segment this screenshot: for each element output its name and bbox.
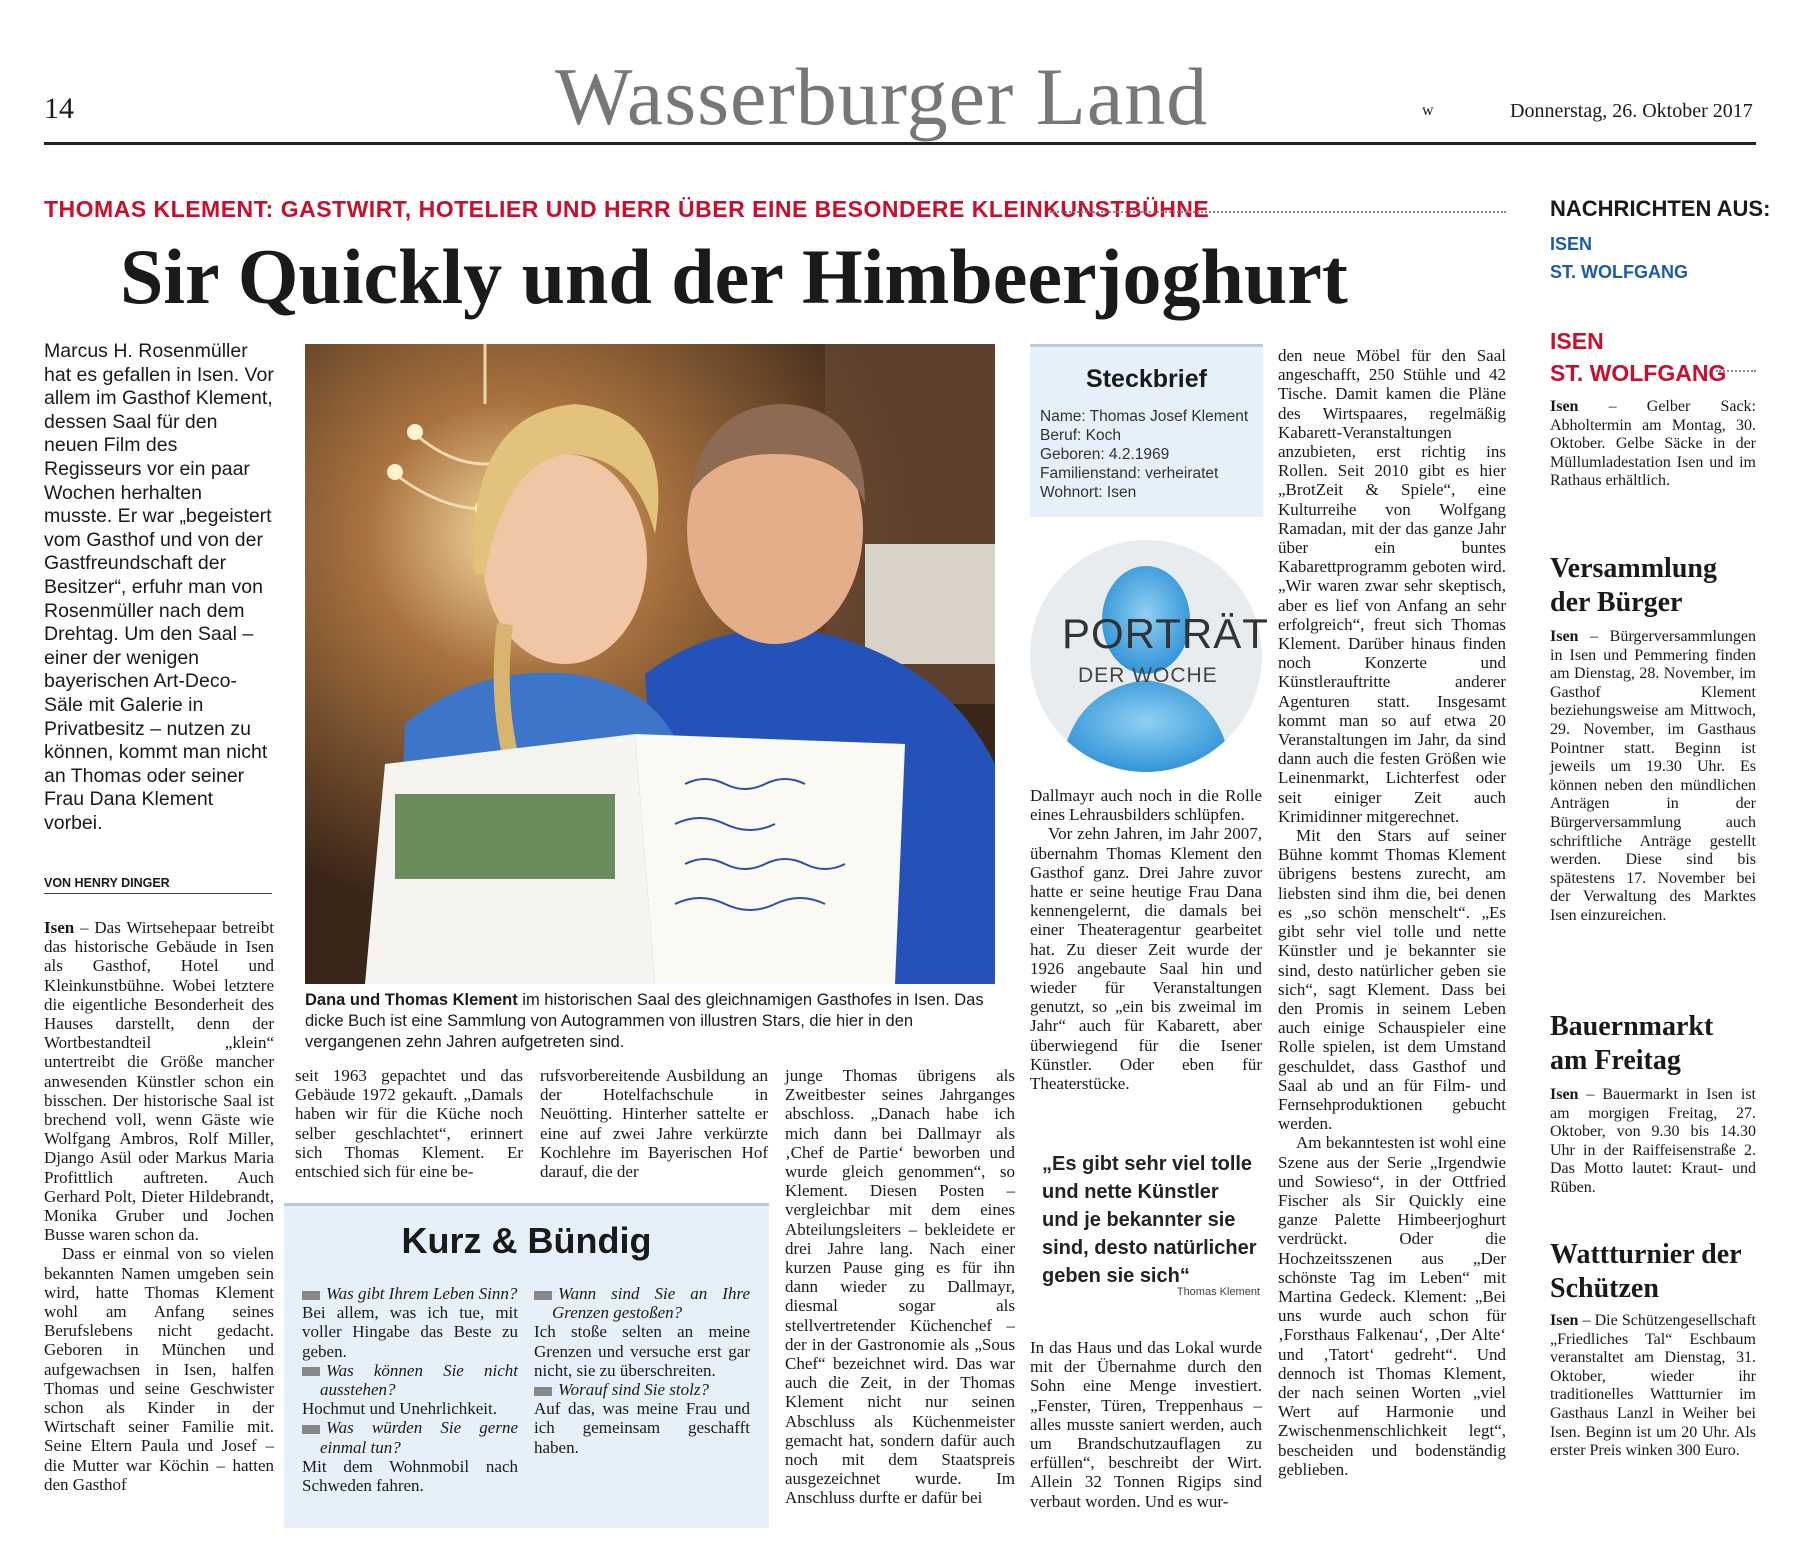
sidebar-item-title: Versammlung der Bürger [1550,553,1717,618]
steckbrief-line: Familienstand: verheiratet [1040,465,1219,482]
kicker-divider [1050,211,1506,213]
dateline: Isen [1550,398,1579,415]
photo-klement-couple [305,344,995,984]
kurz-question: Worauf sind Sie stolz? [534,1380,750,1399]
article-column-6 [1278,346,1506,1479]
dateline: Isen [1550,1312,1579,1329]
square-bullet-icon [302,1367,320,1376]
paragraph: Mit den Stars auf seiner Bühne kommt Thomas Klement übrigens bestens zurecht, am liebsten sind ihm die, bei denen es „so schön menschelt“. „Es gibt sehr viel tolle und nette Künstler und je bekannter sie sind, desto natürlicher geben sie sich“, sagt Klement. Dass bei den Promis in seinem Leben auch einige Schauspieler eine Rolle spielen, ist dem Umstand geschuldet, dass Gasthof und Saal ab und an für Film- und Fernsehproduktionen gebucht werden. [1278,826,1506,1134]
paragraph: Dallmayr auch noch in die Rolle eines Lehrausbilders schlüpfen. [1030,786,1262,825]
kurz-buendig-box [284,1203,769,1528]
paragraph: den neue Möbel für den Saal angeschafft, 250 Stühle und 42 Tische. Damit kamen die Pläne des Wirtspaares, regelmäßig Kabarett-Veranstaltungen anzubieten, erst richtig ins Rollen. Seit 2010 gibt es hier „BrotZeit & Spiele“, eine Kulturreihe von Wolfgang Ramadan, mit der das ganze Jahr über ein buntes Kabarettprogramm geboten wird. „Wir waren zwar sehr skeptisch, aber es lief von Anfang an sehr erfolgreich“, freut sich Thomas Klement. Darüber hinaus finden noch Konzerte und Künstlerauftritte anderer Agenturen statt. Insgesamt kommt man so auf etwa 20 Veranstaltungen im Jahr, da sind dann auch die festen Größen wie Leinenmarkt, Lichterfest oder seit einiger Zeit auch Krimidinner mitgerechnet. [1278,346,1506,826]
header-rule [44,142,1756,145]
kurz-column-2 [534,1284,750,1457]
page-number: 14 [44,92,74,125]
paragraph: Am bekanntesten ist wohl eine Szene aus der Serie „Irgendwie und Sowieso“, in der Ottfried Fischer als Sir Quickly eine ganze Palette Himbeerjoghurt verdrückt. Oder die Hochzeitsszenen aus „Der schönste Tag im Leben“ mit Martina Gedeck. Klement: „Bei uns wurde auch schon für ‚Forsthaus Falkenau‘, ‚Der Alte‘ und ‚Tatort‘ gedreht“. Und dennoch ist Thomas Klement, der nach seinen Worten „viel Wert auf Harmonie und Zwischenmenschlichkeit legt“, bescheiden und bodenständig geblieben. [1278,1133,1506,1479]
sidebar-link-st-wolfgang[interactable]: ST. WOLFGANG [1550,262,1688,282]
kurz-question: Was gibt Ihrem Leben Sinn? [302,1284,518,1303]
article-photo [305,344,995,984]
steckbrief-title: Steckbrief [1086,365,1207,393]
issue-date: Donnerstag, 26. Oktober 2017 [1510,100,1753,122]
article-column-5 [1030,786,1262,1093]
dateline: Isen [44,918,75,937]
paragraph: Dass er einmal von so vielen bekannten Namen umgeben sein wird, hatte Thomas Klement wohl am Anfang seines Berufslebens nicht gedacht. Geboren in München und aufgewachsen in Isen, halfen Thomas und seine Geschwister schon als Kinder in der Wirtschaft seiner Familie mit. Seine Eltern Paula und Josef – die Mutter war Köchin – hatten den Gasthof [44,1244,274,1494]
portrait-badge-title: PORTRÄT [1062,610,1269,657]
steckbrief-line: Beruf: Koch [1040,427,1121,444]
section-masthead: Wasserburger Land [555,51,1209,142]
paragraph: Vor zehn Jahren, im Jahr 2007, übernahm Thomas Klement den Gasthof ganz. Drei Jahre zuvor hatte er seine heutige Frau Dana kennengelernt, die damals bei einer Theateragentur gearbeitet hat. Zu dieser Zeit wurde der 1926 angebaute Saal hin und wieder für Veranstaltungen genutzt, so „ein bis zweimal im Jahr“ auch für Kabarett, aber überwiegend für die Isener Künstler. Oder eben für Theaterstücke. [1030,824,1262,1094]
sidebar-heading: NACHRICHTEN AUS: [1550,196,1771,221]
steckbrief-line: Geboren: 4.2.1969 [1040,446,1170,463]
dateline: Isen [1550,1086,1579,1103]
kurz-answer: Bei allem, was ich tue, mit voller Hingabe das Beste zu geben. [302,1303,518,1361]
sidebar-item-title: Bauernmarkt am Freitag [1550,1011,1714,1076]
kurz-question: Was würden Sie gerne einmal tun? [302,1418,518,1456]
article-column-1 [44,918,274,1494]
steckbrief-list [1040,407,1260,502]
sidebar-place-st-wolfgang: ST. WOLFGANG [1550,360,1727,386]
paragraph: – Das Wirtsehepaar betreibt das historische Gebäude in Isen als Gasthof, Hotel und Kleinkunstbühne. Wobei letztere die eigentliche Besonderheit des Hauses darstellt, denn der Wortbestandteil „klein“ untertreibt die Größe mancher anwesenden Künstler schon ein bisschen. Der historische Saal ist brechend voll, wenn Gäste wie Wolfgang Ambros, Rolf Miller, Django Asül oder Markus Maria Profittlich auftreten. Auch Gerhard Polt, Dieter Hildebrandt, Monika Gruber und Jochen Busse waren schon da. [44,918,274,1245]
steckbrief-line: Name: Thomas Josef Klement [1040,408,1249,425]
article-column-4 [785,1066,1015,1508]
kurz-answer: Hochmut und Unehrlichkeit. [302,1399,497,1419]
article-column-3 [540,1066,768,1181]
portrait-badge-subtitle: DER WOCHE [1078,664,1218,687]
square-bullet-icon [302,1425,320,1434]
article-kicker: THOMAS KLEMENT: GASTWIRT, HOTELIER UND HERR ÜBER EINE BESONDERE KLEINKUNSTBÜHNE [44,196,1210,222]
sidebar-divider [1716,370,1756,372]
sidebar-item: Isen – Bauermarkt in Isen ist am morgigen Freitag, 27. Oktober, von 9.30 bis 14.30 Uhr in der Raiffeisenstraße 2. Das Motto lautet: Kraut- und Rüben. [1550,1086,1756,1196]
paragraph: In das Haus und das Lokal wurde mit der Übernahme durch den Sohn eine Menge investiert. „Fenster, Türen, Treppenhaus – alles musste saniert werden, auch um Brandschutzauflagen zu erfüllen“, beschreibt der Wirt. Allein 32 Tonnen Rigips sind verbaut worden. Und es wur- [1030,1338,1262,1511]
sidebar-place-isen: ISEN [1550,328,1604,354]
square-bullet-icon [534,1387,552,1396]
sidebar-item: Isen – Die Schützengesellschaft „Friedliches Tal“ Eschbaum veranstaltet am Dienstag, 31. Oktober, wieder ihr traditionelles Wattturnier im Gasthaus Lanzl in Weiher bei Isen. Beginn ist um 20 Uhr. Als erster Preis winken 300 Euro. [1550,1312,1756,1460]
square-bullet-icon [302,1291,320,1300]
photo-caption [305,990,995,1053]
pull-quote: „Es gibt sehr viel tolle und nette Künstler und je bekannter sie sind, desto natürlicher geben sie sich“ [1042,1153,1257,1287]
article-column-2 [295,1066,523,1181]
paragraph: rufsvorbereitende Ausbildung an der Hotelfachschule in Neuötting. Hinterher sattelte er eine auf zwei Jahre verkürzte Kochlehre im Bayerischen Hof darauf, die der [540,1066,768,1182]
caption-names: Dana und Thomas Klement [305,991,518,1009]
dateline: Isen [1550,628,1579,645]
caption-text: im historischen Saal des gleichnamigen Gasthofes in Isen. Das dicke Buch ist eine Sammlung von Autogrammen von illustren Stars, die hier in den vergangenen zehn Jahren aufgetreten sind. [305,991,984,1051]
steckbrief-box [1030,344,1263,517]
kurz-question: Wann sind Sie an Ihre Grenzen gestoßen? [534,1284,750,1322]
paragraph: junge Thomas übrigens als Zweitbester seines Jahrganges abschloss. „Danach habe ich mich dann bei Dallmayr als ‚Chef de Partie‘ beworben und wurde gleich genommen“, so Klement. Diesen Posten – vergleichbar mit dem eines Abteilungsleiters – bekleidete er drei Jahre lang. Nach einer kurzen Pause ging es für ihn dann wieder zu Dallmayr, diesmal sogar als stellvertretender Küchenchef – der in der Gastronomie als „Sous Chef“ bezeichnet wird. Das war auch die Zeit, in der Thomas Klement nicht nur seinen Abschluss als Küchenmeister gemacht hat, sondern dafür auch noch mit dem Staatspreis ausgezeichnet wurde. Im Anschluss durfte er dafür bei [785,1066,1015,1508]
square-bullet-icon [534,1291,552,1300]
sidebar-item-title: Wattturnier der Schützen [1550,1239,1742,1304]
sidebar-item: Isen – Bürgerversammlungen in Isen und Pemmering finden am Dienstag, 28. November, im Gasthof Klement beziehungsweise am Mittwoch, 29. November, im Gasthaus Pointner statt. Beginn ist jeweils um 19.30 Uhr. Es können neben den mündlichen Anträgen in der Bürgerversammlung auch schriftliche Anträge gestellt werden. Diese sind bis spätestens 17. November bei der Verwaltung des Marktes Isen einzureichen. [1550,628,1756,924]
sidebar-item: Isen – Gelber Sack: Abholtermin am Montag, 30. Oktober. Gelbe Säcke in der Müllumladestation Isen und im Rathaus erhältlich. [1550,398,1756,490]
article-column-5b [1030,1338,1262,1511]
edition-mark: w [1422,102,1434,119]
article-headline: Sir Quickly und der Himbeerjoghurt [120,233,1348,320]
pull-quote-source: Thomas Klement [1176,1286,1260,1298]
kurz-question: Was können Sie nicht ausstehen? [302,1361,518,1399]
steckbrief-line: Wohnort: Isen [1040,484,1137,501]
kurz-answer: Ich stoße selten an meine Grenzen und versuche erst gar nicht, sie zu überschreiten. [534,1322,750,1380]
kurz-answer: Mit dem Wohnmobil nach Schweden fahren. [302,1456,518,1496]
paragraph: seit 1963 gepachtet und das Gebäude 1972 gekauft. „Damals haben wir für die Küche noch selber geschlachtet“, erinnert sich Thomas Klement. Er entschied sich für eine be- [295,1066,523,1182]
article-intro: Marcus H. Rosenmüller hat es gefallen in Isen. Vor allem im Gasthof Klement, dessen Saal für den neuen Film des Regisseurs vor ein paar Wochen herhalten musste. Er war „begeistert vom Gasthof und von der Gastfreundschaft der Besitzer“, erfuhr man von Rosenmüller nach dem Drehtag. Um den Saal – einer der wenigen bayerischen Art-Deco-Säle mit Galerie in Privatbesitz – nutzen zu können, kommt man nicht an Thomas oder seiner Frau Dana Klement vorbei. [44,340,274,834]
sidebar-link-isen[interactable]: ISEN [1550,234,1593,254]
kurz-answer: Auf das, was meine Frau und ich gemeinsam geschafft haben. [534,1399,750,1457]
kurz-buendig-title: Kurz & Bündig [401,1220,652,1261]
article-byline: VON HENRY DINGER [44,876,272,894]
kurz-column-1 [302,1284,518,1495]
